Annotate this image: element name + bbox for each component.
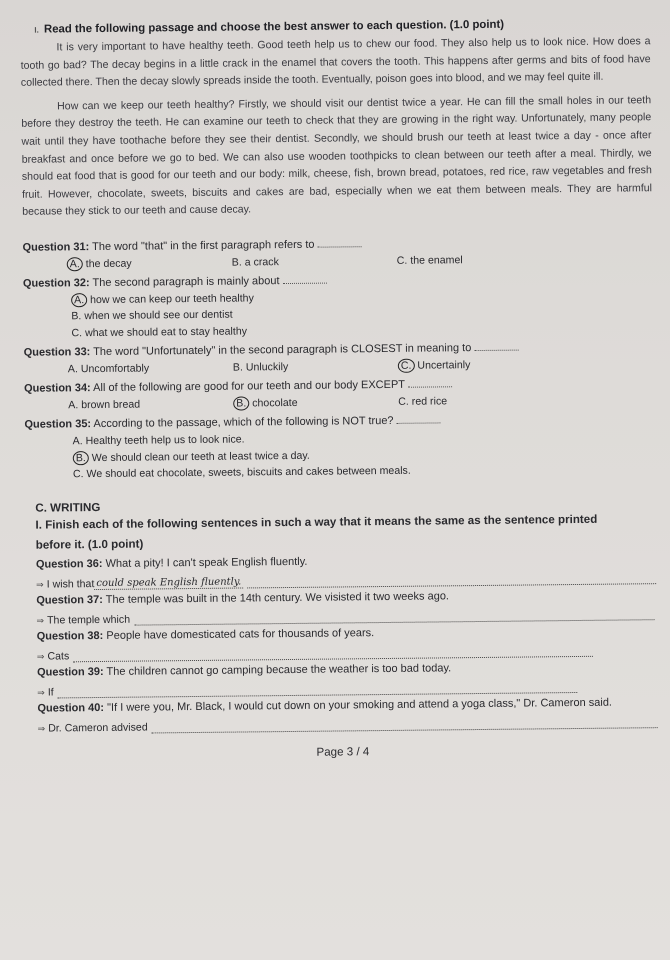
answer-blank[interactable] — [318, 246, 362, 247]
passage-paragraph-2: How can we keep our teeth healthy? Firstly, we should visit our dentist twice a year. He can fill the small holes in our teeth before they destroy the teeth. He can examine our teeth to check that they are growing in the right way. Unfortunately, many people wait until they have toothache before they see their dentist. Secondly, we should brush our teeth at least twice a day - once after breakfast and once before we go to bed. We can also use wooden toothpicks to clean between our teeth after a meal. Thirdly, we should eat food that is good for our teeth and our body: milk, cheese, fish, brown bread, potatoes, red rice, raw vegetables and fresh fruit. However, chocolate, sweets, biscuits and cakes are bad, especially when we eat them between meals. They are harmful because they stick to our teeth and cause decay. — [21, 93, 653, 219]
answer-dotted-line[interactable] — [152, 715, 658, 733]
option-c[interactable] — [398, 357, 563, 375]
writing-instruction-line-1: I. Finish each of the following sentences in such a way that it means the same as the sentence printed — [35, 512, 598, 532]
option-letter: B. — [231, 256, 242, 269]
heading-text: Read the following passage and choose the best answer to each question. (1.0 point) — [43, 18, 505, 36]
option-text: a crack — [244, 256, 279, 269]
question-text: The children cannot go camping because the weather is too bad today. — [106, 662, 452, 678]
option-letter: B. — [233, 397, 249, 411]
arrow-icon: ⇒ — [37, 723, 46, 734]
option-letter: C. — [398, 396, 409, 409]
question-list — [23, 233, 656, 484]
option-a[interactable] — [68, 396, 233, 414]
option-text: what we should eat to stay healthy — [84, 325, 248, 340]
option-letter: B. — [73, 451, 89, 465]
option-text: how we can keep our teeth healthy — [90, 292, 254, 307]
question-label: Question 37: — [36, 593, 103, 607]
answer-prompt: If — [47, 686, 54, 699]
option-text: We should clean our teeth at least twice a day. — [91, 449, 310, 465]
answer-blank[interactable] — [397, 423, 441, 424]
option-letter: B. — [71, 310, 82, 323]
option-c[interactable] — [397, 251, 562, 269]
option-text: We should eat chocolate, sweets, biscuits and cakes between meals. — [86, 465, 411, 481]
option-text: red rice — [411, 395, 448, 409]
option-text: Uncomfortably — [80, 362, 150, 376]
answer-prompt: The temple which — [46, 613, 131, 627]
answer-blank[interactable] — [408, 387, 452, 388]
arrow-icon: ⇒ — [36, 579, 44, 590]
option-text: when we should see our dentist — [84, 309, 233, 323]
writing-item-list — [26, 550, 658, 735]
question-label: Question 34: — [24, 382, 91, 396]
option-letter: A. — [67, 257, 83, 271]
writing-section-title: C. WRITING — [35, 500, 101, 515]
option-a[interactable] — [68, 360, 233, 378]
option-b[interactable] — [233, 358, 398, 376]
option-b[interactable] — [232, 253, 397, 271]
passage-paragraph-1: It is very important to have healthy teeth. Good teeth help us to chew our food. They also help us to look nice. How does a tooth go bad? The decay begins in a little crack in the enamel that covers the tooth. This happens after germs and bits of food have collected there. Then the decay slowly spreads inside the tooth. Eventually, poison goes into blood, and we may feel quite ill. — [20, 35, 651, 89]
question-label: Question 32: — [22, 277, 90, 290]
handwritten-answer: could speak English fluently. — [94, 576, 243, 590]
option-text: Healthy teeth help us to look nice. — [85, 433, 245, 448]
question-label: Question 40: — [37, 701, 105, 715]
question-text: The word "that" in the first paragraph refers to — [92, 238, 315, 253]
option-text: Uncertainly — [417, 359, 471, 373]
reading-heading — [34, 17, 650, 35]
question-text: The temple was built in the 14th century. We visisted it two weeks ago. — [105, 590, 450, 606]
option-b[interactable] — [233, 394, 398, 412]
question-text: People have domesticated cats for thousands of years. — [106, 627, 375, 642]
option-text: chocolate — [252, 397, 298, 410]
option-letter: C. — [396, 254, 408, 267]
question-text: The second paragraph is mainly about — [92, 275, 280, 289]
option-text: Unluckily — [245, 361, 289, 374]
option-letter: A. — [71, 293, 87, 307]
question-text: What a pity! I can't speak English fluently. — [105, 555, 308, 570]
question-label: Question 35: — [24, 418, 92, 432]
question-text: According to the passage, which of the following is NOT true? — [93, 415, 394, 431]
option-letter: B. — [232, 361, 243, 375]
option-letter: C. — [398, 359, 415, 373]
option-letter: C. — [72, 468, 84, 481]
question-text: All of the following are good for our teeth and our body EXCEPT — [93, 379, 405, 395]
option-c[interactable] — [398, 393, 563, 411]
question-text: The word "Unfortunately" in the second paragraph is CLOSEST in meaning to — [93, 342, 472, 359]
answer-prompt: I wish that — [46, 577, 95, 591]
writing-instruction-line-2: before it. (1.0 point) — [35, 537, 144, 552]
option-a[interactable] — [67, 255, 232, 273]
question-text: "If I were you, Mr. Black, I would cut down on your smoking and attend a yoga class," Dr. Cameron said. — [107, 696, 613, 714]
option-text: the decay — [85, 257, 132, 271]
heading-number: I. — [34, 25, 39, 35]
question-label: Question 38: — [36, 629, 104, 643]
option-text: the enamel — [410, 254, 463, 267]
page-number: Page 3 / 4 — [316, 745, 370, 759]
option-letter: A. — [68, 399, 79, 412]
question-label: Question 33: — [23, 346, 91, 360]
option-letter: C. — [71, 327, 83, 340]
arrow-icon: ⇒ — [37, 687, 45, 698]
option-letter: A. — [67, 363, 78, 376]
answer-blank[interactable] — [474, 350, 518, 351]
answer-prompt: Cats — [47, 650, 70, 663]
question-label: Question 31: — [22, 241, 90, 254]
arrow-icon: ⇒ — [36, 651, 45, 662]
question-label: Question 39: — [36, 665, 104, 679]
question-label: Question 36: — [35, 557, 103, 571]
arrow-icon: ⇒ — [36, 615, 45, 626]
answer-blank[interactable] — [283, 283, 327, 284]
option-letter: A. — [72, 435, 83, 448]
answer-prompt: Dr. Cameron advised — [48, 721, 148, 735]
option-text: brown bread — [81, 398, 141, 412]
